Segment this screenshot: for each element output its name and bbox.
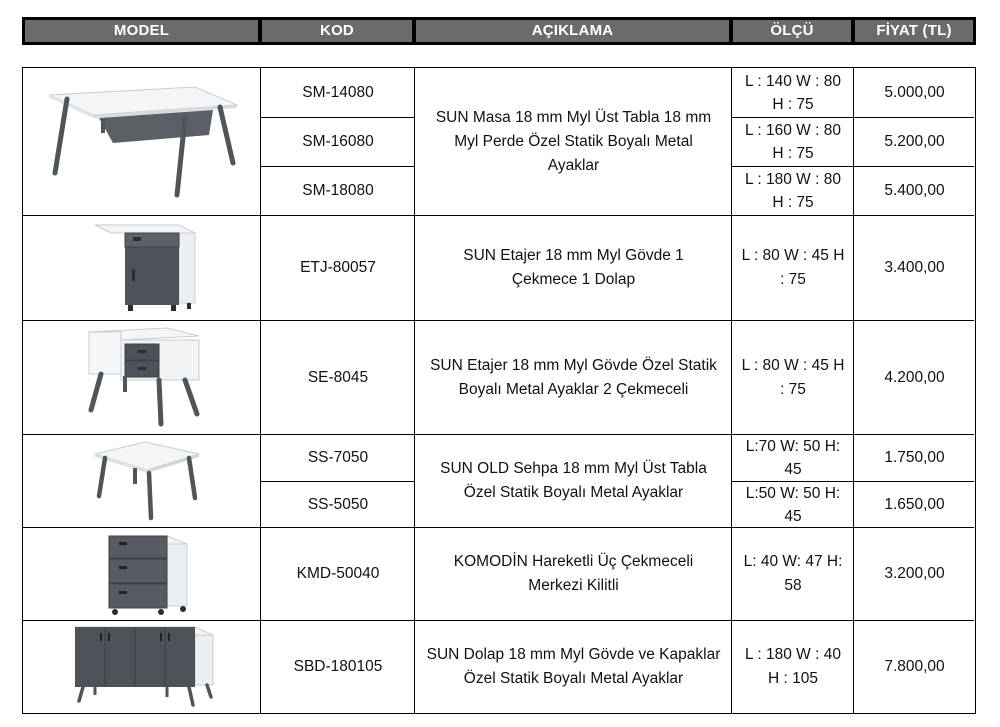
product-price: 5.000,00 (884, 83, 945, 101)
product-code: SS-5050 (307, 495, 369, 513)
product-image-desk (45, 83, 241, 203)
product-size: L : 180 W : 40 H : 105 (745, 646, 841, 687)
product-price: 1.750,00 (884, 449, 945, 466)
product-image-shelf-unit (85, 326, 205, 429)
product-image-pedestal (105, 532, 195, 616)
product-price: 5.200,00 (884, 133, 945, 150)
product-price: 3.400,00 (884, 259, 945, 276)
product-table (22, 67, 976, 714)
product-size: L : 180 W : 80 H : 75 (745, 171, 841, 211)
sideboard-illustration (73, 625, 217, 709)
product-price: 7.800,00 (884, 658, 945, 675)
product-price: 3.200,00 (884, 565, 945, 582)
product-code: ETJ-80057 (300, 259, 376, 276)
product-description: SUN Etajer 18 mm Myl Gövde Özel Statik Boyalı Metal Ayaklar 2 Çekmeceli (430, 356, 717, 398)
product-size: L : 160 W : 80 H : 75 (745, 122, 841, 162)
product-code: SM-16080 (302, 133, 374, 150)
table-header (22, 17, 976, 45)
header-kod: KOD (262, 20, 412, 42)
product-image-cabinet (93, 221, 198, 313)
product-code: SE-8045 (307, 368, 369, 386)
product-price: 5.400,00 (884, 182, 945, 199)
header-model: MODEL (25, 20, 258, 42)
header-olcu: ÖLÇÜ (733, 20, 851, 42)
shelf-unit-illustration (85, 326, 205, 429)
product-size: L : 80 W : 45 H : 75 (741, 356, 845, 398)
product-size: L:50 W: 50 H: 45 (745, 484, 841, 525)
product-price: 4.200,00 (884, 368, 945, 386)
product-size: L:70 W: 50 H: 45 (745, 438, 841, 478)
cabinet-illustration (93, 221, 198, 313)
pedestal-illustration (105, 532, 195, 616)
product-code: SBD-180105 (293, 658, 383, 675)
product-code: SM-14080 (302, 83, 374, 101)
product-description: SUN Dolap 18 mm Myl Gövde ve Kapaklar Özel Statik Boyalı Metal Ayaklar (426, 646, 721, 687)
product-description: SUN OLD Sehpa 18 mm Myl Üst Tabla Özel Statik Boyalı Metal Ayaklar (440, 460, 707, 501)
product-description: SUN Etajer 18 mm Myl Gövde 1 Çekmece 1 Dolap (463, 247, 684, 288)
product-size: L : 80 W : 45 H : 75 (741, 247, 845, 288)
header-fiyat: FİYAT (TL) (855, 20, 973, 42)
product-image-coffee-table (91, 440, 203, 522)
product-code: SM-18080 (302, 182, 374, 199)
product-code: SS-7050 (307, 449, 369, 466)
product-size: L: 40 W: 47 H: 58 (743, 553, 843, 594)
product-price: 1.650,00 (884, 495, 945, 513)
product-code: KMD-50040 (296, 565, 380, 582)
product-description: KOMODİN Hareketli Üç Çekmeceli Merkezi Kilitli (453, 553, 694, 594)
coffee-table-illustration (91, 440, 203, 522)
desk-illustration (45, 83, 241, 203)
product-description: SUN Masa 18 mm Myl Üst Tabla 18 mm Myl Perde Özel Statik Boyalı Metal Ayaklar (435, 108, 712, 174)
product-size: L : 140 W : 80 H : 75 (745, 72, 841, 113)
product-image-sideboard (73, 625, 217, 709)
header-aciklama: AÇIKLAMA (416, 20, 729, 42)
